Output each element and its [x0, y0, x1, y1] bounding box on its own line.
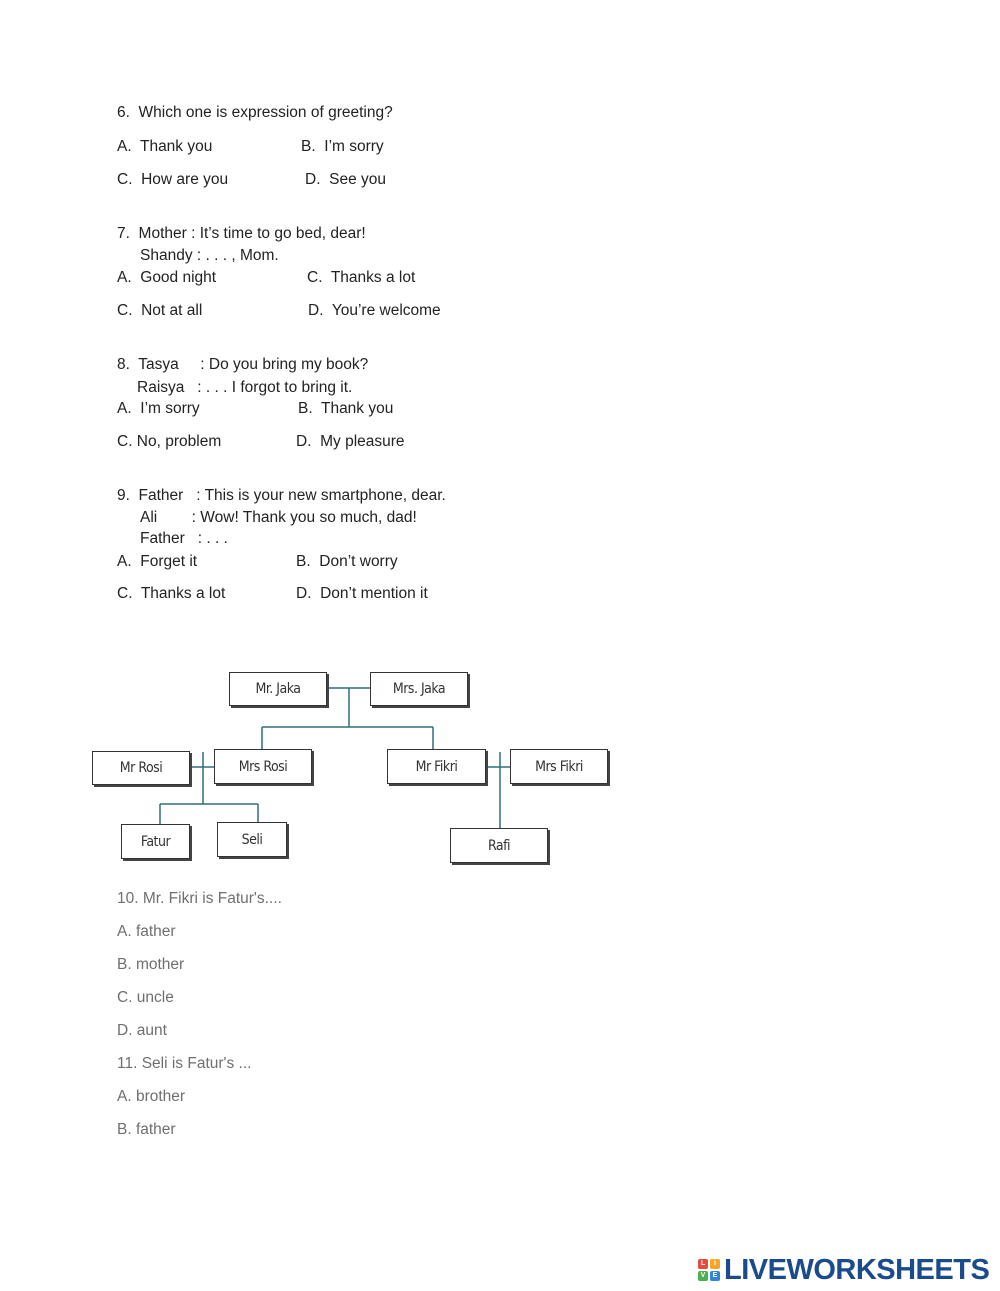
q7-option-c: C. Not at all: [117, 302, 203, 319]
q9-option-b: B. Don’t worry: [296, 553, 398, 570]
box-fatur: Fatur: [121, 824, 190, 859]
question-7-stem: 7. Mother : It’s time to go bed, dear!: [117, 225, 366, 242]
q9-option-a: A. Forget it: [117, 553, 198, 570]
q7-option-a: A. Good night: [117, 269, 217, 286]
box-rafi: Rafi: [450, 828, 548, 863]
q10-option-b: B. mother: [117, 956, 185, 973]
q7-option-d: D. You’re welcome: [308, 302, 441, 319]
logo-mark-tile: L: [698, 1259, 708, 1269]
q10-option-d: D. aunt: [117, 1022, 167, 1039]
q9-option-d: D. Don’t mention it: [296, 585, 428, 602]
family-tree-diagram: [90, 662, 615, 867]
question-9-reply-1: Ali : Wow! Thank you so much, dad!: [140, 509, 417, 526]
question-8-reply: Raisya : . . . I forgot to bring it.: [137, 379, 353, 396]
liveworksheets-logo: [698, 1253, 989, 1287]
q8-option-c: C. No, problem: [117, 433, 222, 450]
question-11-stem: 11. Seli is Fatur's ...: [117, 1055, 252, 1072]
q6-option-b: B. I’m sorry: [301, 138, 384, 155]
logo-mark-tile: V: [698, 1271, 708, 1281]
box-mr-jaka: Mr. Jaka: [229, 672, 327, 706]
q8-option-a: A. I’m sorry: [117, 400, 200, 417]
question-8-stem: 8. Tasya : Do you bring my book?: [117, 356, 369, 373]
box-seli: Seli: [217, 822, 287, 857]
q8-option-d: D. My pleasure: [296, 433, 405, 450]
q8-option-b: B. Thank you: [298, 400, 394, 417]
box-mr-fikri: Mr Fikri: [387, 749, 486, 784]
question-10-stem: 10. Mr. Fikri is Fatur's....: [117, 890, 282, 907]
q11-option-a: A. brother: [117, 1088, 186, 1105]
question-9-stem: 9. Father : This is your new smartphone, dear.: [117, 487, 446, 504]
box-mrs-rosi: Mrs Rosi: [214, 749, 312, 784]
q10-option-c: C. uncle: [117, 989, 174, 1006]
logo-text: LIVEWORKSHEETS: [724, 1253, 990, 1286]
q7-option-b: C. Thanks a lot: [307, 269, 416, 286]
question-9-reply-2: Father : . . .: [140, 530, 228, 547]
q6-option-c: C. How are you: [117, 171, 229, 188]
logo-mark-tile: i: [710, 1259, 720, 1269]
q6-option-d: D. See you: [305, 171, 386, 188]
liveworksheets-logo-icon: [698, 1259, 720, 1281]
question-7-reply: Shandy : . . . , Mom.: [140, 247, 279, 264]
logo-mark-tile: E: [710, 1271, 720, 1281]
box-mrs-jaka: Mrs. Jaka: [370, 672, 468, 706]
box-mr-rosi: Mr Rosi: [92, 751, 190, 785]
q11-option-b: B. father: [117, 1121, 176, 1138]
q10-option-a: A. father: [117, 923, 176, 940]
q9-option-c: C. Thanks a lot: [117, 585, 226, 602]
q6-option-a: A. Thank you: [117, 138, 213, 155]
box-mrs-fikri: Mrs Fikri: [510, 749, 608, 784]
question-6-stem: 6. Which one is expression of greeting?: [117, 104, 393, 121]
